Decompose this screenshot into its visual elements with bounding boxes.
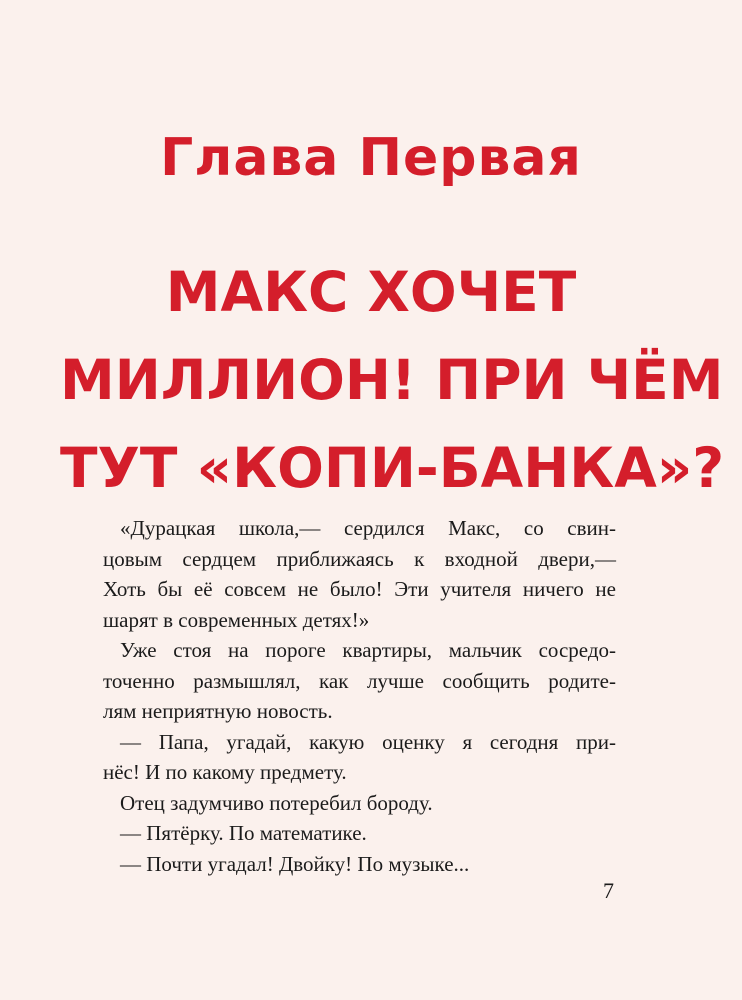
chapter-title-line: МАКС ХОЧЕТ bbox=[165, 260, 577, 324]
text-line: — Папа, угадай, какую оценку я сегодня при- bbox=[120, 729, 616, 754]
chapter-title-line: МИЛЛИОН! ПРИ ЧЁМ bbox=[60, 348, 724, 412]
text-line: — Пятёрку. По математике. bbox=[120, 821, 367, 845]
page-number: 7 bbox=[603, 878, 614, 903]
text-line: цовым сердцем приближаясь к входной двери,— bbox=[103, 546, 616, 571]
text-line: Уже стоя на пороге квартиры, мальчик сосредо- bbox=[120, 638, 616, 662]
text-line: лям неприятную новость. bbox=[103, 699, 333, 723]
text-line: нёс! И по какому предмету. bbox=[103, 760, 347, 784]
chapter-label: Глава Первая bbox=[160, 128, 582, 188]
text-line: Отец задумчиво потеребил бороду. bbox=[120, 790, 433, 815]
chapter-title-line: ТУТ «КОПИ-БАНКА»? bbox=[60, 436, 725, 500]
text-line: «Дурацкая школа,— сердился Макс, со свин- bbox=[120, 516, 616, 540]
text-line: — Почти угадал! Двойку! По музыке... bbox=[120, 851, 470, 876]
text-line: точенно размышлял, как лучше сообщить родите- bbox=[103, 668, 616, 693]
text-line: Хоть бы её совсем не было! Эти учителя ничего не bbox=[103, 577, 616, 601]
body-text bbox=[103, 513, 616, 879]
chapter-title bbox=[60, 248, 725, 512]
text-line: шарят в современных детях!» bbox=[103, 607, 370, 632]
